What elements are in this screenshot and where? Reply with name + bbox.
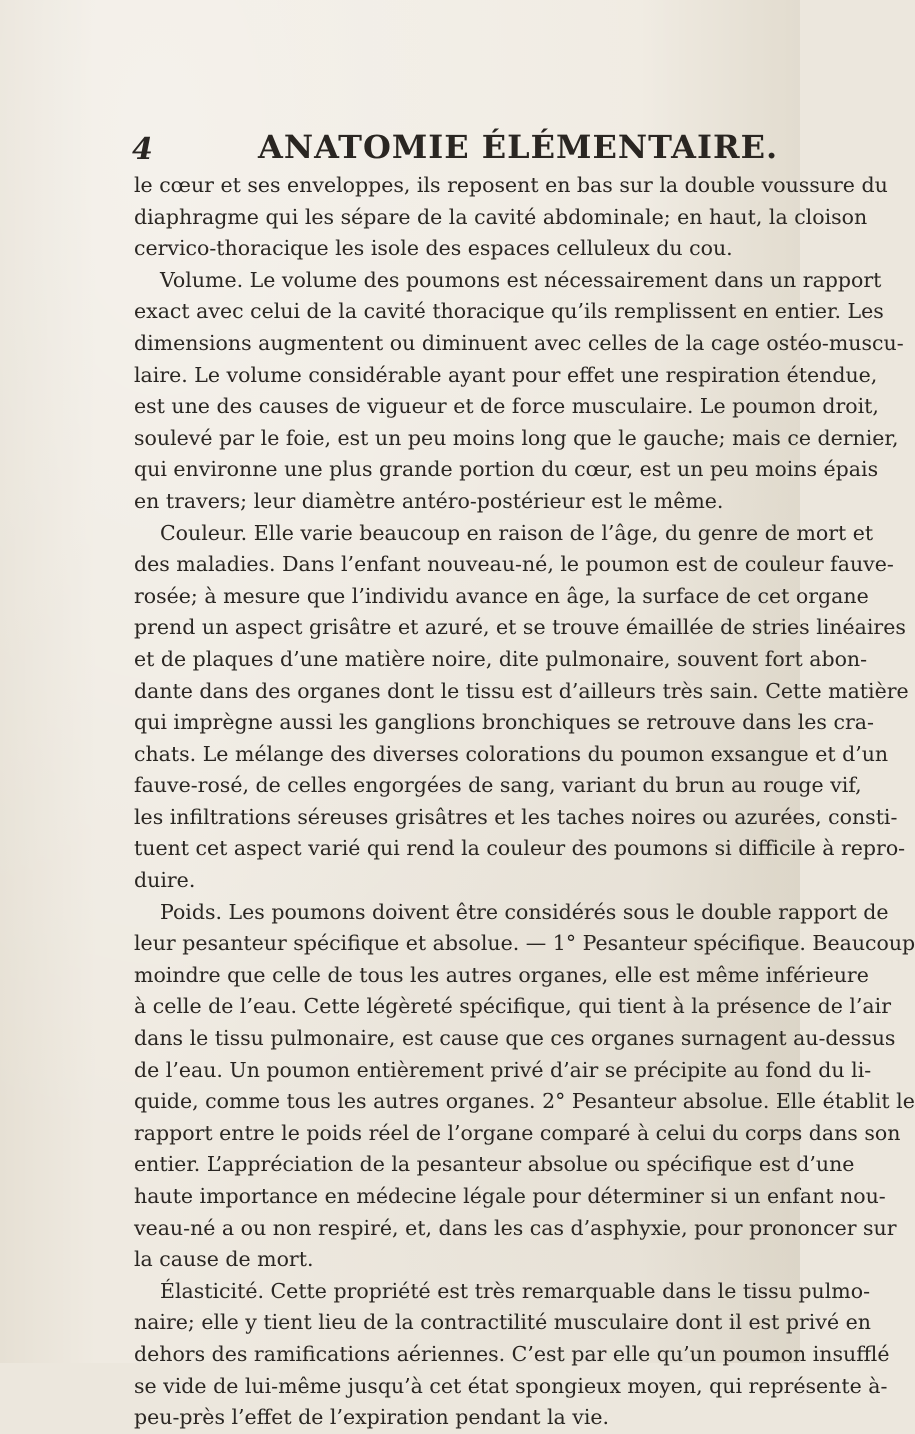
- text-line: duire.: [134, 868, 196, 893]
- text-line: laire. Le volume considérable ayant pour effet une respiration étendue,: [134, 362, 878, 387]
- text-line: qui environne une plus grande portion du cœur, est un peu moins épais: [134, 457, 879, 482]
- text-line: cervico-thoracique les isole des espaces celluleux du cou.: [134, 236, 733, 261]
- text-line: chats. Le mélange des diverses colorations du poumon exsangue et d’un: [134, 741, 889, 766]
- paragraph-elasticite-start: Élasticité. Cette propriété est très remarquable dans le tissu pulmo-: [160, 1278, 871, 1303]
- text-line: et de plaques d’une matière noire, dite pulmonaire, souvent fort abon-: [134, 646, 868, 671]
- text-line: peu-près l’effet de l’expiration pendant la vie.: [134, 1405, 610, 1430]
- text-line: les infiltrations séreuses grisâtres et les taches noires ou azurées, consti-: [134, 804, 898, 829]
- text-line: soulevé par le foie, est un peu moins long que le gauche; mais ce dernier,: [134, 425, 899, 450]
- text-line: fauve-rosé, de celles engorgées de sang, variant du brun au rouge vif,: [134, 773, 862, 798]
- text-line: quide, comme tous les autres organes. 2° Pesanteur absolue. Elle établit le: [134, 1089, 915, 1114]
- text-line: dehors des ramifications aériennes. C’est par elle qu’un poumon insufflé: [134, 1341, 890, 1366]
- text-line: exact avec celui de la cavité thoracique qu’ils remplissent en entier. Les: [134, 299, 884, 324]
- text-line: haute importance en médecine légale pour déterminer si un enfant nou-: [134, 1184, 886, 1208]
- text-line: moindre que celle de tous les autres organes, elle est même inférieure: [134, 962, 869, 987]
- text-line: entier. L’appréciation de la pesanteur absolue ou spécifique est d’une: [134, 1152, 855, 1177]
- text-line: leur pesanteur spécifique et absolue. — 1° Pesanteur spécifique. Beaucoup: [134, 931, 915, 956]
- text-line: rapport entre le poids réel de l’organe comparé à celui du corps dans son: [134, 1120, 901, 1145]
- body-text: [134, 170, 915, 1434]
- paragraph-volume-start: Volume. Le volume des poumons est nécessairement dans un rapport: [160, 267, 882, 292]
- text-line: le cœur et ses enveloppes, ils reposent en bas sur la double voussure du: [134, 173, 888, 197]
- text-line: dimensions augmentent ou diminuent avec celles de la cage ostéo-muscu-: [134, 330, 904, 355]
- text-line: la cause de mort.: [134, 1247, 314, 1272]
- text-line: se vide de lui-même jusqu’à cet état spongieux moyen, qui représente à-: [134, 1373, 888, 1398]
- text-line: veau-né a ou non respiré, et, dans les cas d’asphyxie, pour prononcer sur: [134, 1215, 897, 1240]
- running-title: ANATOMIE ÉLÉMENTAIRE.: [258, 128, 779, 166]
- text-line: des maladies. Dans l’enfant nouveau-né, le poumon est de couleur fauve-: [134, 552, 894, 577]
- paragraph-poids-start: Poids. Les poumons doivent être considérés sous le double rapport de: [160, 899, 889, 924]
- text-line: diaphragme qui les sépare de la cavité abdominale; en haut, la cloison: [134, 204, 868, 229]
- text-line: prend un aspect grisâtre et azuré, et se trouve émaillée de stries linéaires: [134, 615, 906, 640]
- text-line: qui imprègne aussi les ganglions bronchiques se retrouve dans les cra-: [134, 710, 874, 735]
- text-line: en travers; leur diamètre antéro-postérieur est le même.: [134, 488, 724, 513]
- text-line: de l’eau. Un poumon entièrement privé d’air se précipite au fond du li-: [134, 1057, 872, 1082]
- text-line: rosée; à mesure que l’individu avance en âge, la surface de cet organe: [134, 583, 869, 608]
- text-line: naire; elle y tient lieu de la contractilité musculaire dont il est privé en: [134, 1310, 871, 1335]
- page-number: 4: [132, 132, 153, 167]
- paragraph-couleur-start: Couleur. Elle varie beaucoup en raison de l’âge, du genre de mort et: [160, 520, 874, 545]
- page-header: [0, 128, 800, 168]
- text-line: dante dans des organes dont le tissu est d’ailleurs très sain. Cette matière: [134, 678, 909, 703]
- text-line: tuent cet aspect varié qui rend la couleur des poumons si difficile à repro-: [134, 836, 906, 861]
- text-line: est une des causes de vigueur et de force musculaire. Le poumon droit,: [134, 394, 879, 419]
- text-line: dans le tissu pulmonaire, est cause que ces organes surnagent au-dessus: [134, 1026, 896, 1051]
- text-line: à celle de l’eau. Cette légèreté spécifique, qui tient à la présence de l’air: [134, 994, 891, 1019]
